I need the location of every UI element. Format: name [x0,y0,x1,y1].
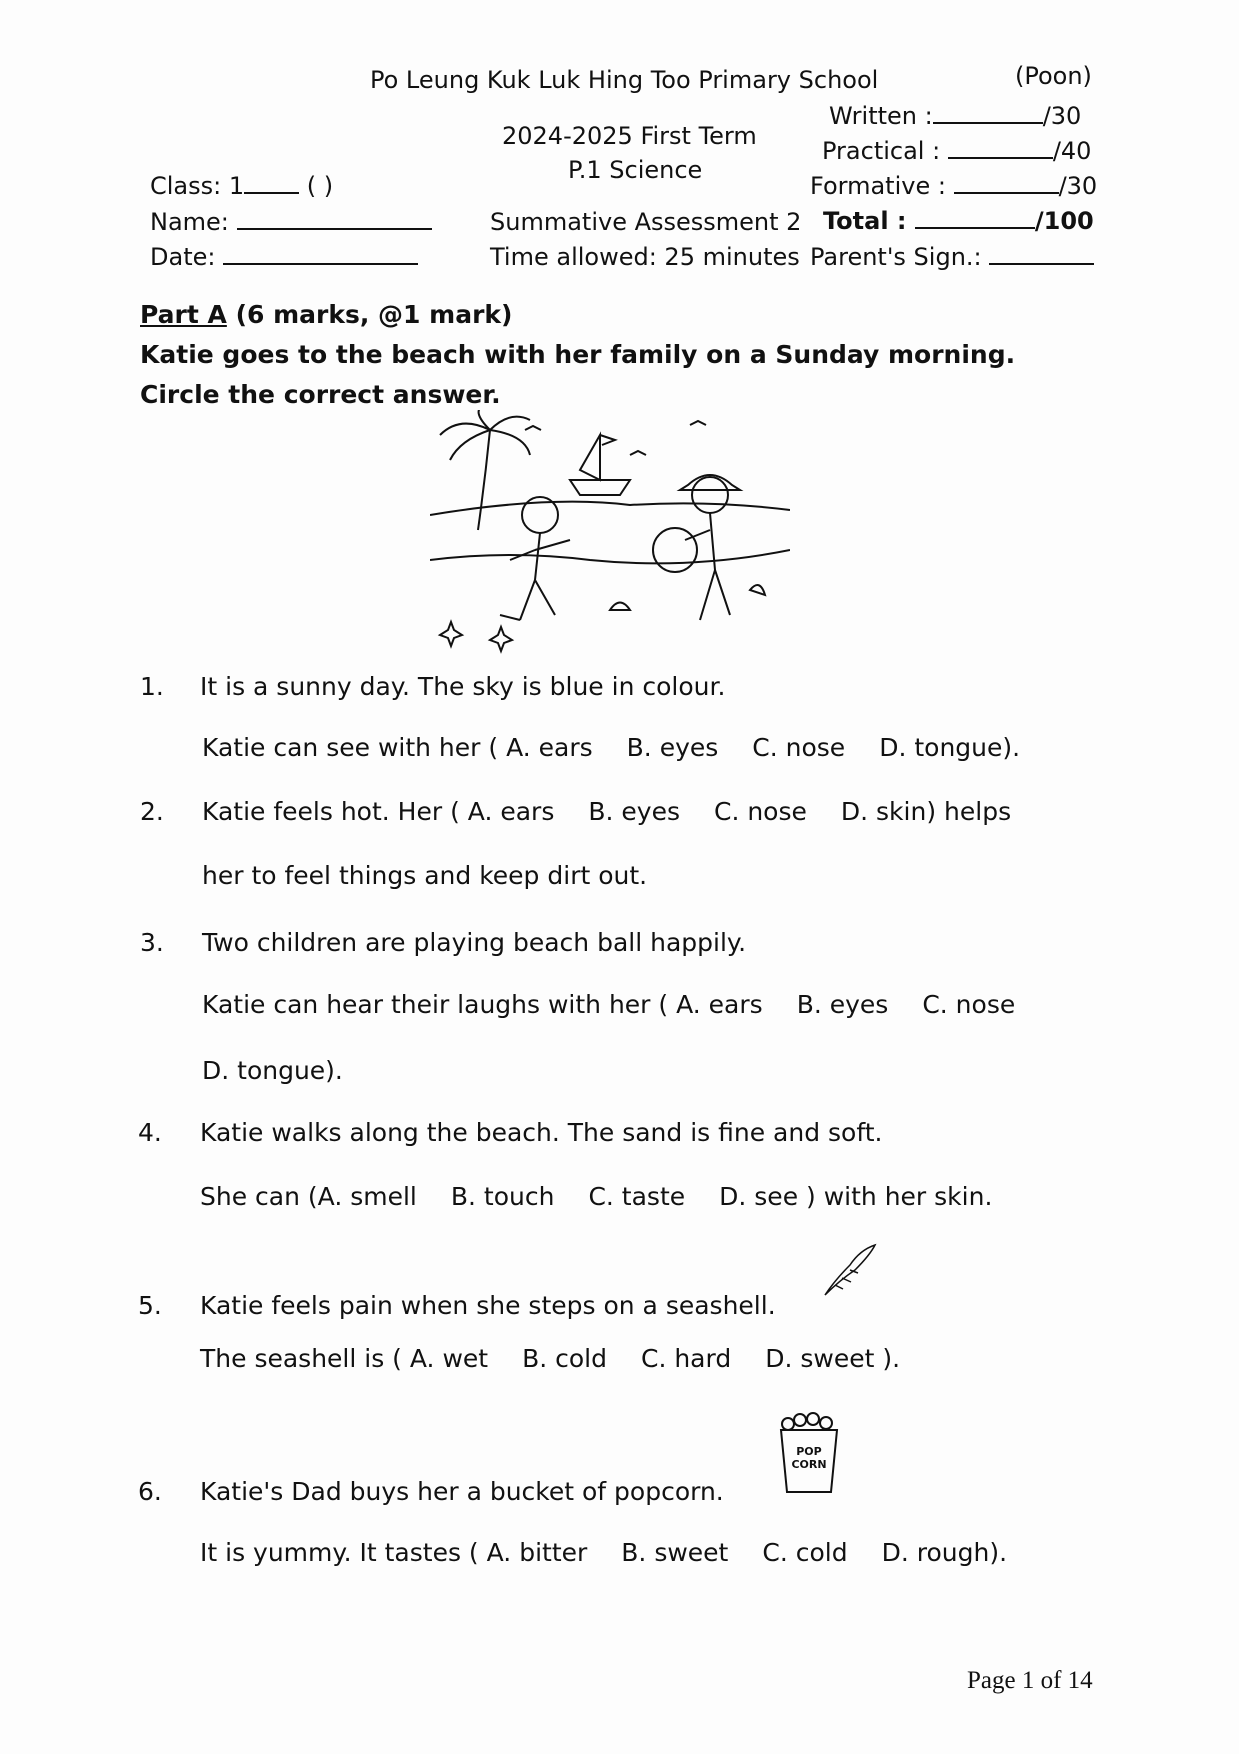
option-c[interactable]: C. taste [588,1182,686,1211]
option-a[interactable]: A. ears [506,733,593,762]
option-c[interactable]: C. cold [762,1538,848,1567]
option-b[interactable]: B. eyes [796,990,889,1019]
option-d[interactable]: D. tongue). [202,1056,343,1085]
question-text: Katie's Dad buys her a bucket of popcorn. [200,1477,724,1506]
option-b[interactable]: B. cold [522,1344,607,1373]
beach-illustration [430,410,790,660]
question-text: her to feel things and keep dirt out. [202,861,648,890]
score-written: Written : /30 [829,102,1082,130]
question-6-answer: It is yummy. It tastes ( A. bitter B. sweet C. cold D. rough). [200,1538,1008,1567]
score-practical: Practical : /40 [822,137,1092,165]
option-d[interactable]: D. sweet ). [765,1344,901,1373]
time-allowed: Time allowed: 25 minutes [490,243,800,271]
palm-trunk [478,430,490,530]
option-a[interactable]: A. ears [676,990,763,1019]
option-d[interactable]: D. rough). [881,1538,1008,1567]
seashell-icon [820,1240,880,1300]
name-field[interactable] [150,208,432,236]
question-text: Katie feels pain when she steps on a seashell. [200,1291,776,1320]
question-number: 3. [140,928,164,957]
option-b[interactable]: B. eyes [588,797,680,826]
girl-head [692,477,728,513]
part-a-instruction: Circle the correct answer. [140,380,501,409]
date-field[interactable] [150,243,418,271]
parent-sign-field[interactable]: Parent's Sign.: [810,243,1094,271]
class-label: Class: 1 [150,172,245,200]
option-c[interactable]: C. nose [713,797,807,826]
school-name: Po Leung Kuk Luk Hing Too Primary School [370,66,879,94]
option-c[interactable]: C. nose [752,733,846,762]
popcorn-icon [773,1410,845,1495]
option-b[interactable]: B. sweet [621,1538,729,1567]
question-text: Two children are playing beach ball happily. [202,928,747,957]
option-a[interactable]: A. smell [317,1182,417,1211]
popcorn-label: POP CORN [791,1445,827,1471]
option-d[interactable]: D. see ) with her skin. [719,1182,993,1211]
option-d[interactable]: D. skin) helps [840,797,1012,826]
name-label: Name: [150,208,229,236]
part-a-intro: Katie goes to the beach with her family on a Sunday morning. [140,340,1016,369]
option-a[interactable]: A. wet [409,1344,489,1373]
score-total: Total : /100 [823,207,1094,235]
option-b[interactable]: B. touch [450,1182,555,1211]
assessment-title: Summative Assessment 2 [490,208,802,236]
option-c[interactable]: C. hard [640,1344,732,1373]
option-c[interactable]: C. nose [922,990,1016,1019]
question-5-answer: The seashell is ( A. wet B. cold C. hard D. sweet ). [200,1344,901,1373]
question-3-answer: Katie can hear their laughs with her ( A. ears B. eyes C. nose [202,990,1016,1019]
teacher-name: (Poon) [1015,62,1092,90]
option-d[interactable]: D. tongue). [879,733,1021,762]
option-a[interactable]: A. ears [467,797,555,826]
option-a[interactable]: A. bitter [486,1538,588,1567]
question-4-answer: She can (A. smell B. touch C. taste D. see ) with her skin. [200,1182,993,1211]
question-number: 4. [138,1118,162,1147]
class-number: ( ) [306,172,334,200]
question-number: 2. [140,797,164,826]
question-2-answer: Katie feels hot. Her ( A. ears B. eyes C. nose D. skin) helps [202,797,1012,826]
date-label: Date: [150,243,216,271]
question-number: 6. [138,1477,162,1506]
question-text: It is a sunny day. The sky is blue in colour. [200,672,726,701]
class-field[interactable] [150,172,333,200]
subject: P.1 Science [568,156,703,184]
question-number: 1. [140,672,164,701]
score-formative: Formative : /30 [810,172,1098,200]
beach-ball [653,528,697,572]
question-number: 5. [138,1291,162,1320]
question-text: Katie walks along the beach. The sand is fine and soft. [200,1118,883,1147]
term: 2024-2025 First Term [502,122,757,150]
page-number: Page 1 of 14 [967,1667,1093,1694]
sailboat [570,435,630,495]
question-1-answer: Katie can see with her ( A. ears B. eyes C. nose D. tongue). [202,733,1021,762]
part-a-heading: Part A (6 marks, @1 mark) [140,300,513,329]
option-b[interactable]: B. eyes [626,733,719,762]
